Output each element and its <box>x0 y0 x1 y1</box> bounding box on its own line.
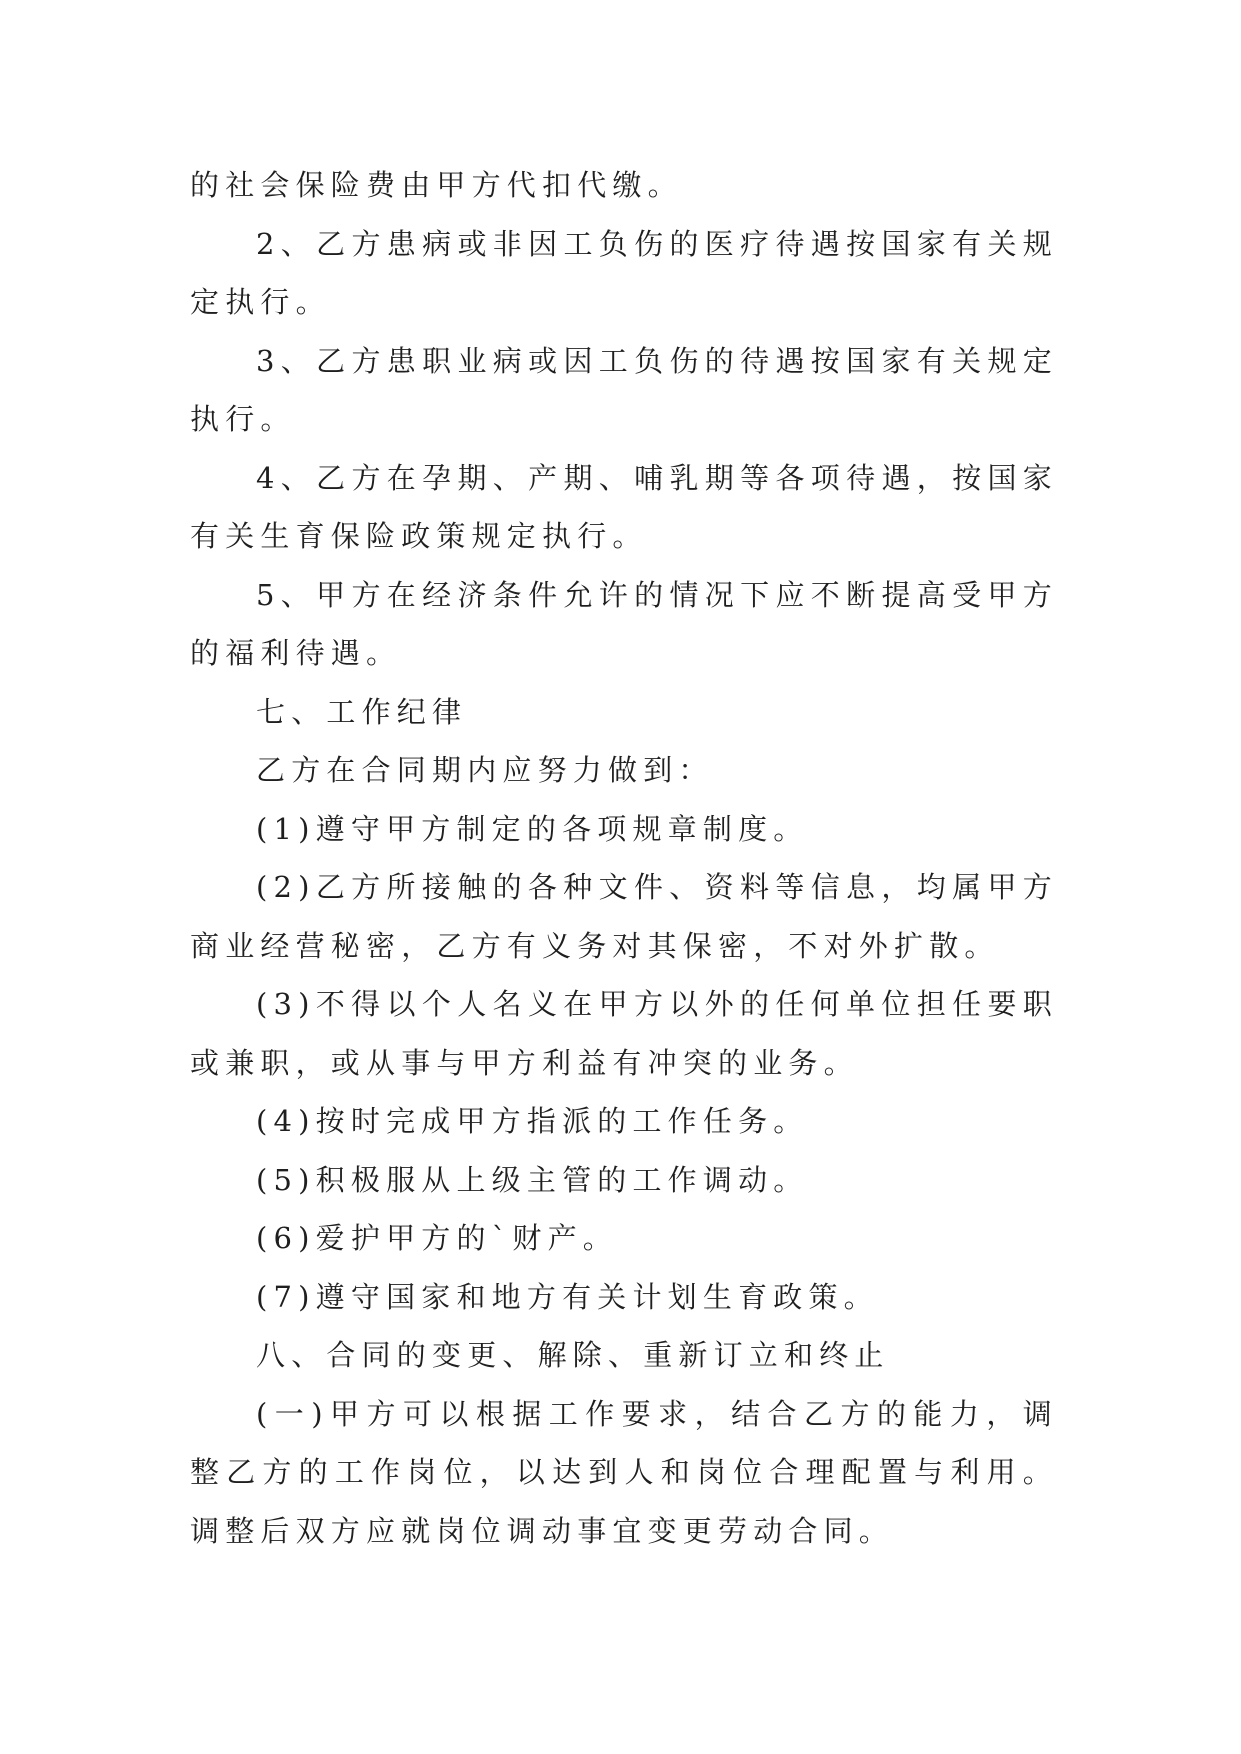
paragraph-item-4-maternity: 4、乙方在孕期、产期、哺乳期等各项待遇，按国家有关生育保险政策规定执行。 <box>190 460 1058 553</box>
document-body <box>190 156 1058 1560</box>
list-item-7: (7)遵守国家和地方有关计划生育政策。 <box>256 1279 879 1314</box>
section-heading-contract-changes: 八、合同的变更、解除、重新订立和终止 <box>256 1338 890 1372</box>
list-item-1: (1)遵守甲方制定的各项规章制度。 <box>256 811 809 846</box>
paragraph-item-5-welfare: 5、甲方在经济条件允许的情况下应不断提高受甲方的福利待遇。 <box>190 577 1058 670</box>
list-item-3: (3)不得以个人名义在甲方以外的任何单位担任要职或兼职，或从事与甲方利益有冲突的业务。 <box>190 987 1058 1080</box>
section-heading-work-discipline: 七、工作纪律 <box>256 694 468 729</box>
paragraph-item-2-medical: 2、乙方患病或非因工负伤的医疗待遇按国家有关规定执行。 <box>190 226 1058 319</box>
list-item-6: (6)爱护甲方的`财产。 <box>256 1221 618 1255</box>
paragraph-social-insurance-continued: 的社会保险费由甲方代扣代缴。 <box>190 168 683 202</box>
list-item-2: (2)乙方所接触的各种文件、资料等信息，均属甲方商业经营秘密，乙方有义务对其保密，不对外扩散。 <box>190 870 1058 963</box>
paragraph-subsection-1: (一)甲方可以根据工作要求，结合乙方的能力，调整乙方的工作岗位，以达到人和岗位合理配置与利用。调整后双方应就岗位调动事宜变更劳动合同。 <box>190 1396 1058 1548</box>
list-item-4: (4)按时完成甲方指派的工作任务。 <box>256 1104 809 1138</box>
list-item-5: (5)积极服从上级主管的工作调动。 <box>256 1162 809 1197</box>
paragraph-discipline-intro: 乙方在合同期内应努力做到： <box>256 753 714 787</box>
paragraph-item-3-occupational: 3、乙方患职业病或因工负伤的待遇按国家有关规定执行。 <box>190 343 1058 436</box>
